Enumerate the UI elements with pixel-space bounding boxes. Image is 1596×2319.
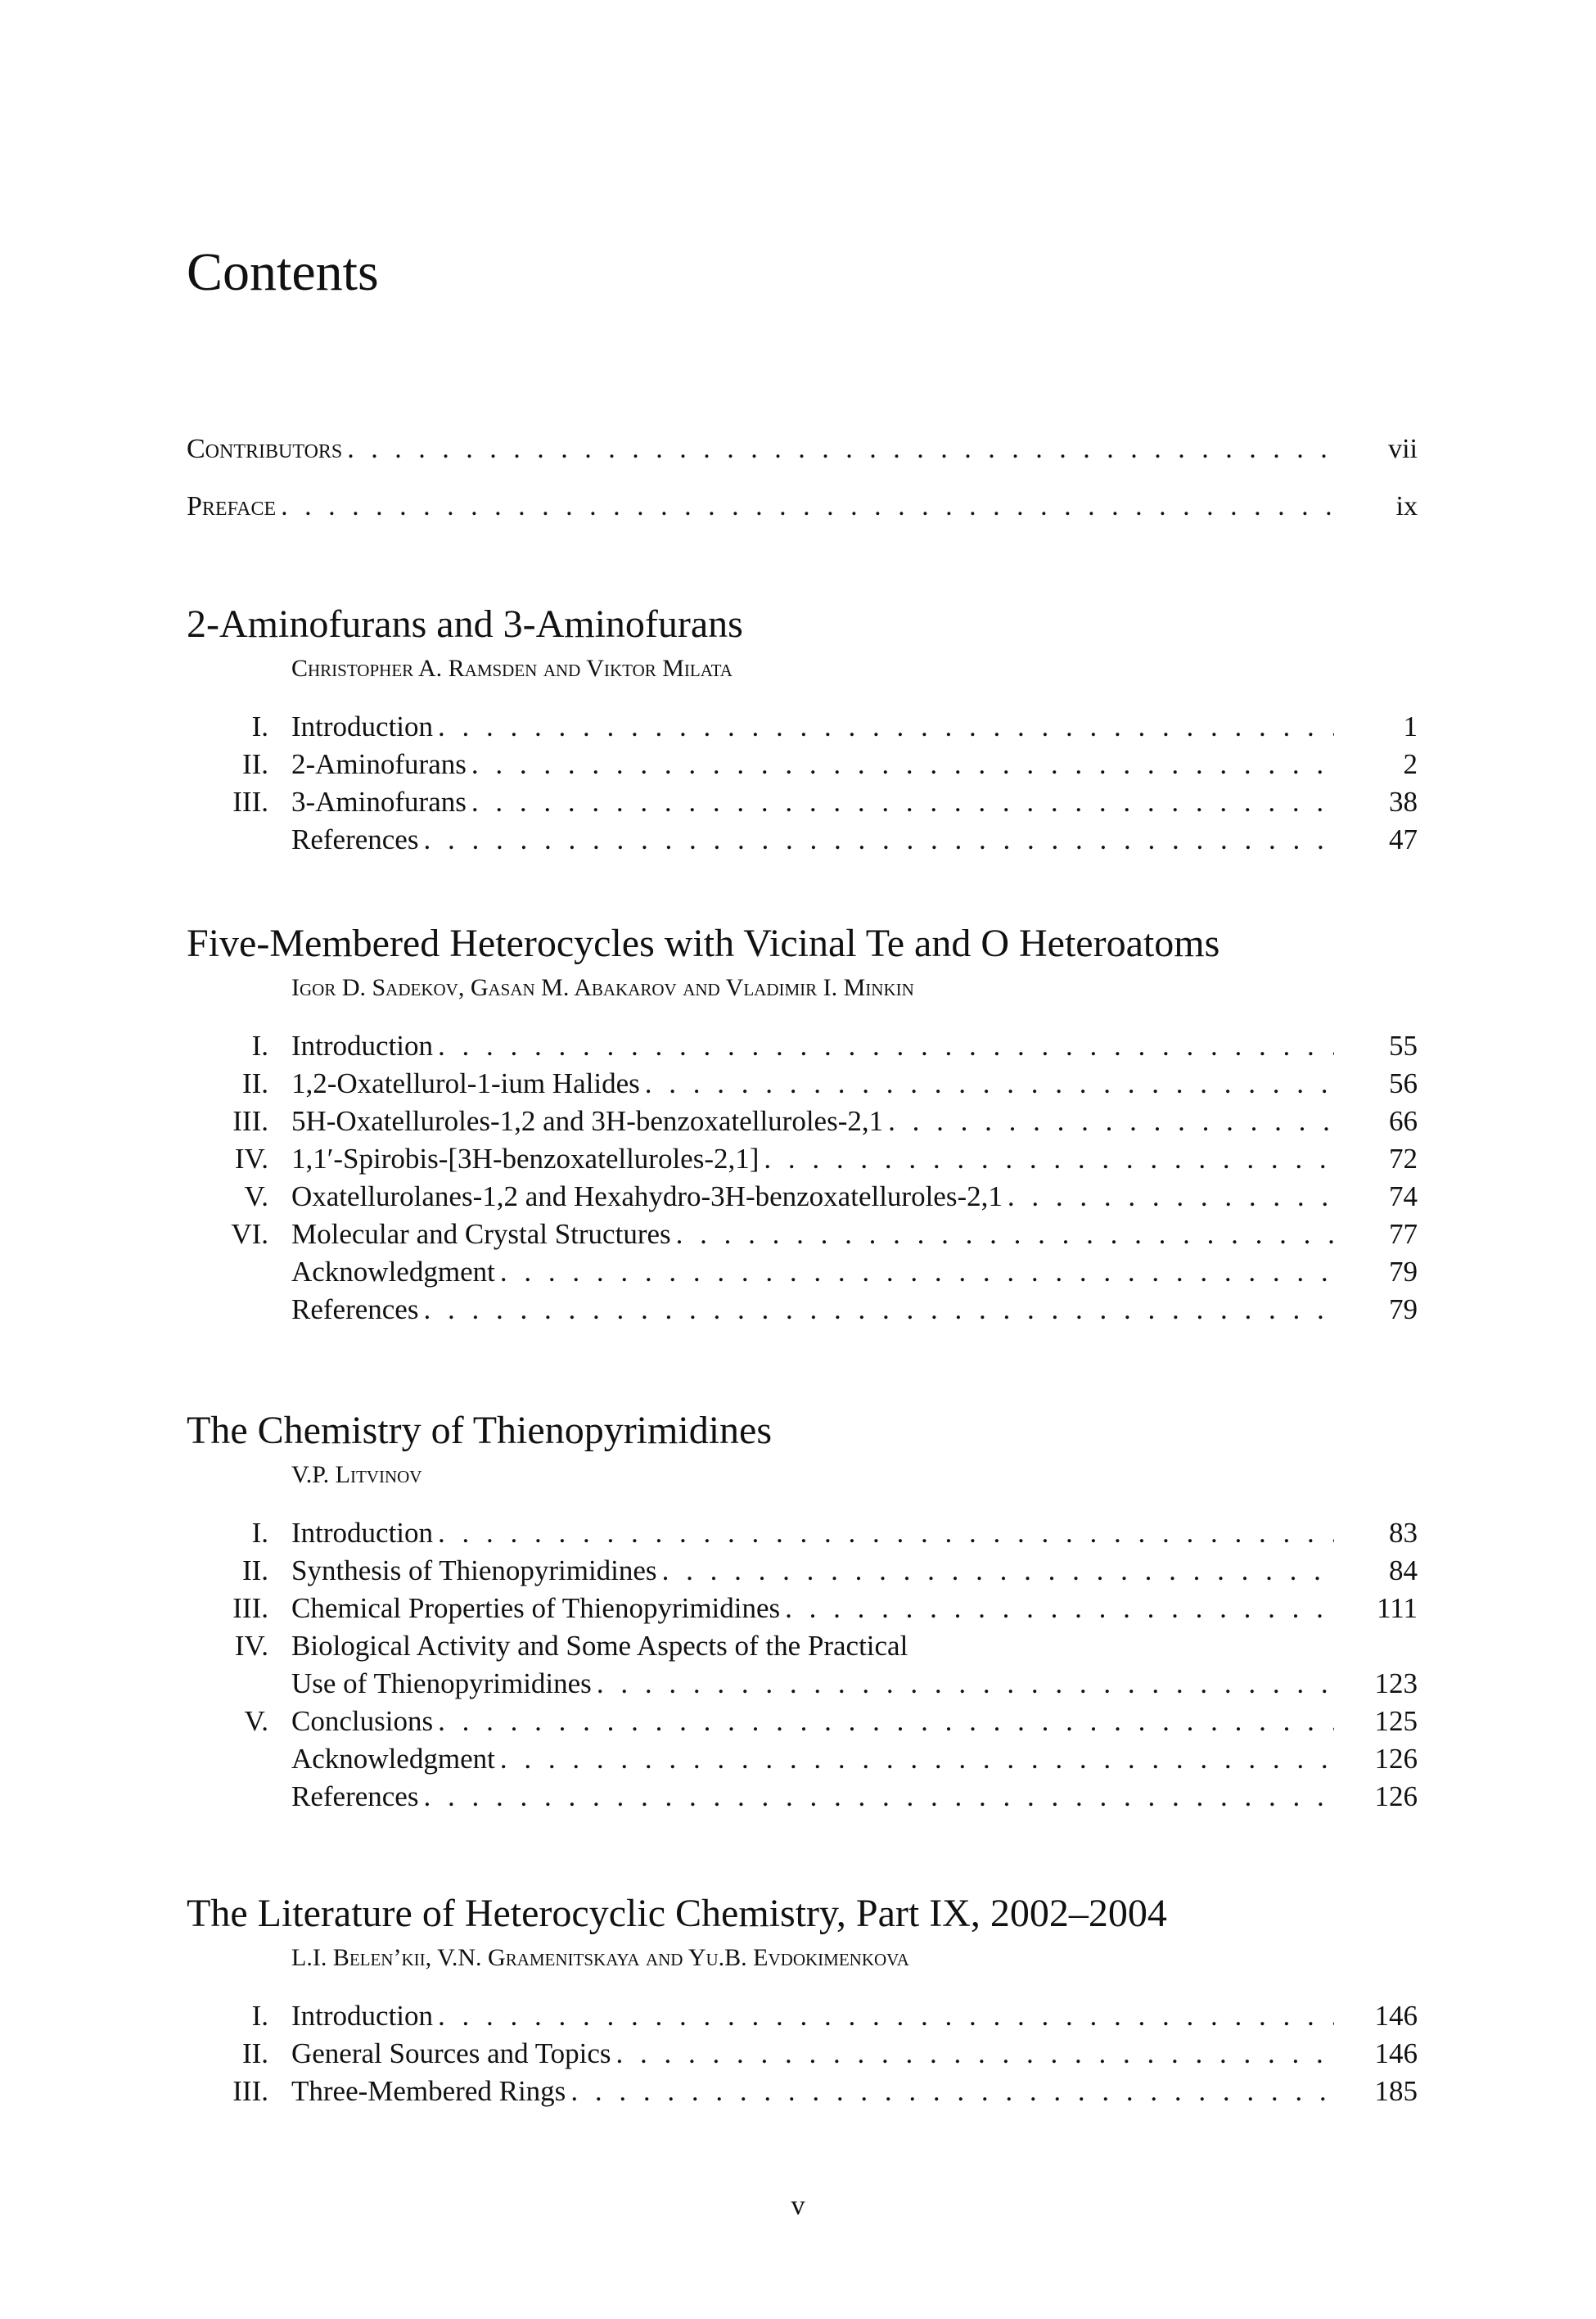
- section-title: Molecular and Crystal Structures: [291, 1218, 671, 1251]
- section-number: IV.: [234, 1630, 268, 1663]
- toc-entry[interactable]: [187, 1180, 1418, 1218]
- section-number: V.: [244, 1180, 268, 1213]
- toc-entry[interactable]: [187, 1067, 1418, 1105]
- dot-leader: [888, 1105, 1334, 1138]
- toc-page-number: vii: [1388, 434, 1418, 464]
- toc-entry[interactable]: [187, 1293, 1418, 1331]
- toc-page-number: 126: [1374, 1743, 1418, 1775]
- toc-page-number: 56: [1389, 1067, 1418, 1100]
- toc-entry[interactable]: [187, 1105, 1418, 1143]
- toc-page-number: ix: [1395, 491, 1418, 521]
- toc-page-number: 66: [1389, 1105, 1418, 1138]
- section-title: Introduction: [291, 1517, 434, 1550]
- toc-page-number: 79: [1389, 1256, 1418, 1288]
- dot-leader: [500, 1256, 1334, 1288]
- dot-leader: [438, 1030, 1334, 1062]
- section-title: References: [291, 1780, 419, 1813]
- section-title: 1,1′-Spirobis-[3H-benzoxatelluroles-2,1]: [291, 1143, 760, 1175]
- chapter-4: [187, 1891, 1418, 2113]
- toc-label: Preface: [187, 491, 277, 521]
- toc-page-number: 1: [1403, 711, 1418, 743]
- section-number: I.: [251, 2000, 268, 2033]
- section-number: II.: [241, 1554, 268, 1587]
- section-title: Introduction: [291, 711, 434, 743]
- dot-leader: [676, 1218, 1334, 1251]
- chapter-1: [187, 602, 1418, 861]
- toc-entry-contributors[interactable]: [187, 434, 1418, 491]
- toc-label: Contributors: [187, 434, 343, 464]
- toc-page-number: 185: [1374, 2075, 1418, 2108]
- toc-page-number: 146: [1374, 2000, 1418, 2033]
- dot-leader: [471, 748, 1334, 781]
- section-title: 2-Aminofurans: [291, 748, 467, 781]
- toc-entry[interactable]: [187, 2075, 1418, 2113]
- section-number: VI.: [231, 1218, 268, 1251]
- toc-page-number: 77: [1389, 1218, 1418, 1251]
- dot-leader: [423, 1293, 1334, 1326]
- toc-page-number: 125: [1374, 1705, 1418, 1738]
- toc-page-number: 126: [1374, 1780, 1418, 1813]
- chapter-authors: Igor D. Sadekov, Gasan M. Abakarov and Vladimir I. Minkin: [291, 974, 914, 1002]
- dot-leader: [281, 491, 1334, 522]
- toc-entry[interactable]: [187, 1630, 1418, 1667]
- section-number: II.: [241, 748, 268, 781]
- dot-leader: [438, 2000, 1334, 2033]
- toc-entry[interactable]: [187, 1743, 1418, 1780]
- toc-page-number: 111: [1377, 1592, 1418, 1625]
- toc-page-number: 72: [1389, 1143, 1418, 1175]
- section-number: I.: [251, 1517, 268, 1550]
- dot-leader: [471, 786, 1334, 819]
- section-list: [187, 711, 1418, 861]
- section-number: I.: [251, 1030, 268, 1062]
- chapter-authors: Christopher A. Ramsden and Viktor Milata: [291, 655, 733, 683]
- page-folio: v: [791, 2190, 805, 2221]
- toc-entry[interactable]: [187, 1143, 1418, 1180]
- toc-entry[interactable]: [187, 1554, 1418, 1592]
- section-title: 5H-Oxatelluroles-1,2 and 3H-benzoxatelluroles-2,1: [291, 1105, 884, 1138]
- dot-leader: [438, 1517, 1334, 1550]
- toc-page-number: 79: [1389, 1293, 1418, 1326]
- dot-leader: [423, 1780, 1334, 1813]
- dot-leader: [764, 1143, 1334, 1175]
- front-matter: [187, 434, 1418, 548]
- dot-leader: [423, 823, 1334, 856]
- toc-entry-preface[interactable]: [187, 491, 1418, 548]
- section-number: II.: [241, 1067, 268, 1100]
- toc-entry[interactable]: [187, 2037, 1418, 2075]
- toc-page-number: 38: [1389, 786, 1418, 819]
- section-title: References: [291, 823, 419, 856]
- dot-leader: [662, 1554, 1334, 1587]
- section-title: Conclusions: [291, 1705, 434, 1738]
- section-number: III.: [232, 2075, 268, 2108]
- section-title: Synthesis of Thienopyrimidines: [291, 1554, 657, 1587]
- section-title: Biological Activity and Some Aspects of the Practical: [291, 1630, 908, 1663]
- section-list: [187, 2000, 1418, 2113]
- chapter-2: [187, 921, 1418, 1331]
- section-title: Introduction: [291, 1030, 434, 1062]
- section-number: III.: [232, 1592, 268, 1625]
- toc-entry[interactable]: [187, 1780, 1418, 1818]
- page-title: Contents: [187, 242, 379, 302]
- section-title: Three-Membered Rings: [291, 2075, 566, 2108]
- dot-leader: [785, 1592, 1334, 1625]
- section-title: Oxatellurolanes-1,2 and Hexahydro-3H-benzoxatelluroles-2,1: [291, 1180, 1003, 1213]
- chapter-authors: V.P. Litvinov: [291, 1461, 422, 1489]
- section-title: General Sources and Topics: [291, 2037, 611, 2070]
- section-title: References: [291, 1293, 419, 1326]
- section-number: V.: [244, 1705, 268, 1738]
- toc-entry[interactable]: [187, 1218, 1418, 1256]
- section-number: III.: [232, 786, 268, 819]
- dot-leader: [438, 711, 1334, 743]
- section-title: Chemical Properties of Thienopyrimidines: [291, 1592, 781, 1625]
- toc-page-number: 123: [1374, 1667, 1418, 1700]
- toc-entry[interactable]: [187, 1517, 1418, 1554]
- toc-entry-continuation[interactable]: [187, 1667, 1418, 1705]
- section-number: II.: [241, 2037, 268, 2070]
- toc-entry[interactable]: [187, 1592, 1418, 1630]
- toc-entry[interactable]: [187, 823, 1418, 861]
- toc-entry[interactable]: [187, 1705, 1418, 1743]
- dot-leader: [616, 2037, 1334, 2070]
- toc-page-number: 83: [1389, 1517, 1418, 1550]
- toc-page-number: 47: [1389, 823, 1418, 856]
- dot-leader: [1008, 1180, 1334, 1213]
- section-title: Introduction: [291, 2000, 434, 2033]
- toc-page-number: 2: [1403, 748, 1418, 781]
- section-number: IV.: [234, 1143, 268, 1175]
- chapter-title[interactable]: The Literature of Heterocyclic Chemistry, Part IX, 2002–2004: [187, 1892, 1167, 1935]
- toc-entry[interactable]: [187, 2000, 1418, 2037]
- dot-leader: [570, 2075, 1334, 2108]
- toc-entry[interactable]: [187, 711, 1418, 748]
- chapter-title[interactable]: Five-Membered Heterocycles with Vicinal Te and O Heteroatoms: [187, 922, 1220, 965]
- section-title: Acknowledgment: [291, 1256, 495, 1288]
- toc-entry[interactable]: [187, 786, 1418, 823]
- dot-leader: [597, 1667, 1334, 1700]
- toc-page-number: 55: [1389, 1030, 1418, 1062]
- section-title-continued: Use of Thienopyrimidines: [291, 1667, 592, 1700]
- section-list: [187, 1030, 1418, 1331]
- section-title: 3-Aminofurans: [291, 786, 467, 819]
- chapter-3: [187, 1408, 1418, 1818]
- section-title: Acknowledgment: [291, 1743, 495, 1775]
- dot-leader: [645, 1067, 1334, 1100]
- toc-page-number: 74: [1389, 1180, 1418, 1213]
- chapter-title[interactable]: The Chemistry of Thienopyrimidines: [187, 1409, 773, 1452]
- section-number: III.: [232, 1105, 268, 1138]
- toc-entry[interactable]: [187, 1256, 1418, 1293]
- dot-leader: [438, 1705, 1334, 1738]
- dot-leader: [500, 1743, 1334, 1775]
- toc-entry[interactable]: [187, 1030, 1418, 1067]
- toc-entry[interactable]: [187, 748, 1418, 786]
- section-number: I.: [251, 711, 268, 743]
- toc-page-number: 146: [1374, 2037, 1418, 2070]
- section-list: [187, 1517, 1418, 1818]
- toc-page-number: 84: [1389, 1554, 1418, 1587]
- dot-leader: [347, 434, 1334, 465]
- section-title: 1,2-Oxatellurol-1-ium Halides: [291, 1067, 640, 1100]
- chapter-title[interactable]: 2-Aminofurans and 3-Aminofurans: [187, 602, 743, 646]
- chapter-authors: L.I. Belen’kii, V.N. Gramenitskaya and Yu.B. Evdokimenkova: [291, 1944, 909, 1972]
